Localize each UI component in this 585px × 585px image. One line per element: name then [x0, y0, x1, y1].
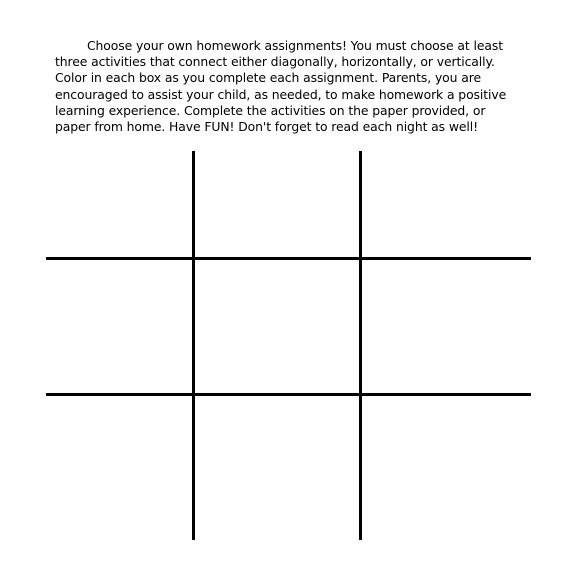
- instruction-line-2: three activities that connect either diagonally, horizontally, or vertically.: [55, 54, 495, 70]
- grid-cell-r1-c3[interactable]: [362, 151, 531, 257]
- instruction-line-6: paper from home. Have FUN! Don't forget to read each night as well!: [55, 119, 478, 135]
- grid-cell-r3-c1[interactable]: [46, 396, 192, 540]
- instruction-line-4: encouraged to assist your child, as needed, to make homework a positive: [55, 86, 507, 102]
- instruction-line-3: Color in each box as you complete each assignment. Parents, you are: [55, 70, 481, 86]
- instruction-line-5: learning experience. Complete the activities on the paper provided, or: [55, 102, 486, 118]
- grid-cell-r3-c2[interactable]: [195, 396, 359, 540]
- grid-cell-r2-c1[interactable]: [46, 260, 192, 393]
- grid-cell-r2-c3[interactable]: [362, 260, 531, 393]
- grid-cell-r2-c2[interactable]: [195, 260, 359, 393]
- grid-cell-r1-c1[interactable]: [46, 151, 192, 257]
- instruction-text-1: Choose your own homework assignments! You must choose at least: [87, 38, 503, 53]
- grid-cell-r3-c3[interactable]: [362, 396, 531, 540]
- grid-cell-r1-c2[interactable]: [195, 151, 359, 257]
